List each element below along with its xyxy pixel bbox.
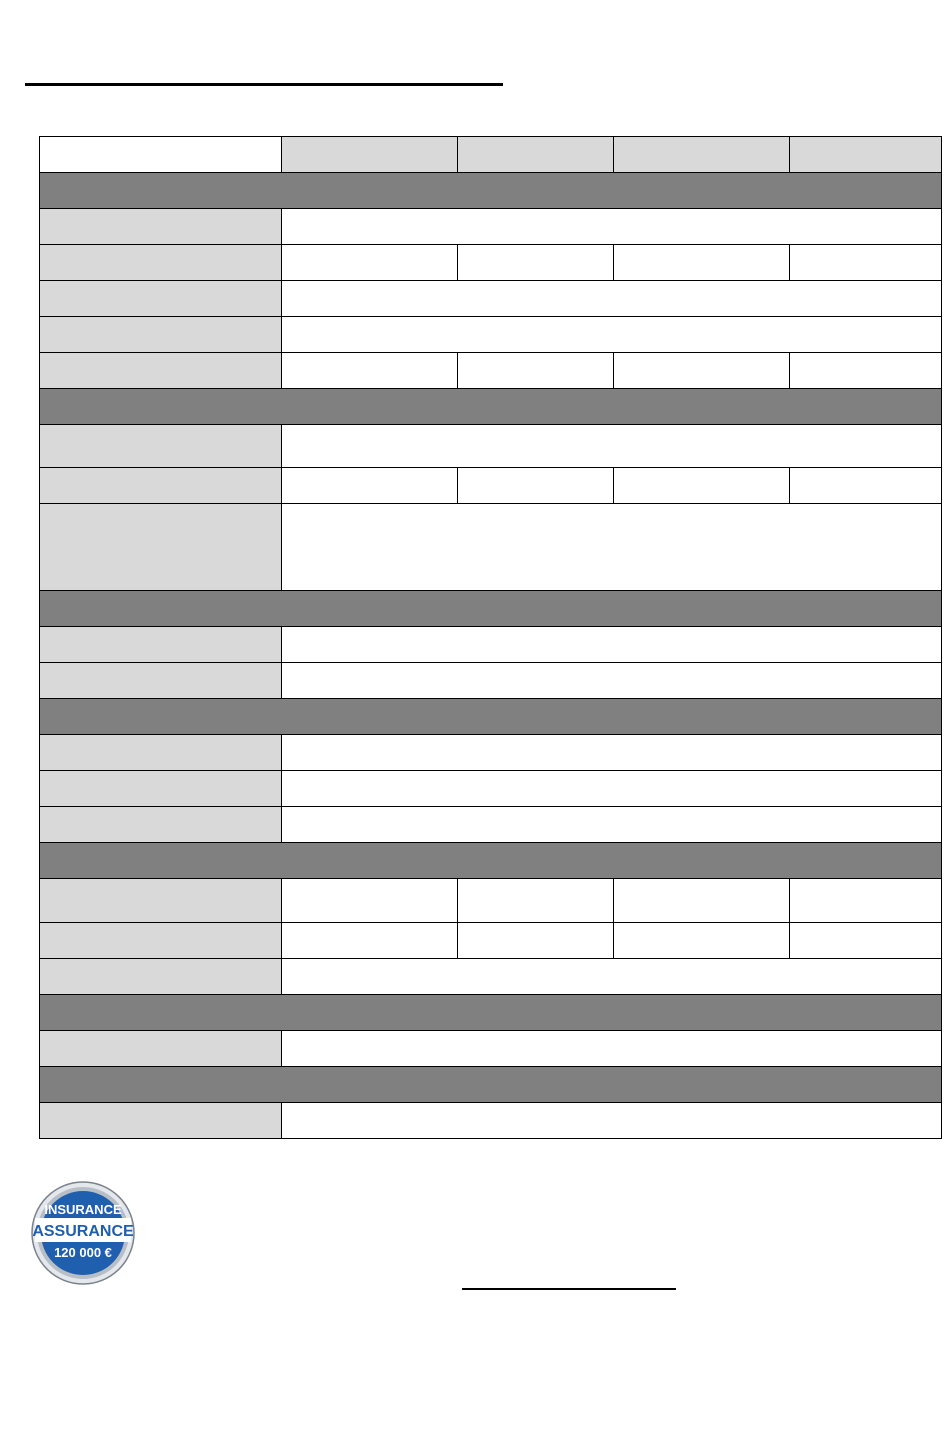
section-header: [40, 173, 942, 209]
table-row: [40, 468, 942, 504]
column-header-4: [790, 137, 942, 173]
value-cell: [458, 923, 614, 959]
value-cell: [282, 468, 458, 504]
value-cell: [282, 959, 942, 995]
section-header: [40, 699, 942, 735]
column-header-3: [614, 137, 790, 173]
section-header: [40, 1067, 942, 1103]
value-cell: [458, 353, 614, 389]
table-row: [40, 959, 942, 995]
header-corner-cell: [40, 137, 282, 173]
row-label: [40, 663, 282, 699]
value-cell: [282, 879, 458, 923]
row-label: [40, 317, 282, 353]
svg-text:120 000 €: 120 000 €: [54, 1245, 112, 1260]
table-row: [40, 923, 942, 959]
value-cell: [282, 504, 942, 591]
section-row: [40, 995, 942, 1031]
table-row: [40, 504, 942, 591]
header-row: [40, 137, 942, 173]
row-label: [40, 425, 282, 468]
value-cell: [282, 317, 942, 353]
row-label: [40, 209, 282, 245]
table-row: [40, 353, 942, 389]
table-row: [40, 879, 942, 923]
value-cell: [614, 468, 790, 504]
value-cell: [614, 879, 790, 923]
value-cell: [458, 245, 614, 281]
value-cell: [790, 468, 942, 504]
section-row: [40, 389, 942, 425]
value-cell: [458, 468, 614, 504]
table-row: [40, 209, 942, 245]
row-label: [40, 771, 282, 807]
value-cell: [282, 1031, 942, 1067]
value-cell: [282, 663, 942, 699]
value-cell: [282, 209, 942, 245]
table-row: [40, 317, 942, 353]
insurance-seal-logo: [31, 1181, 135, 1285]
row-label: [40, 735, 282, 771]
value-cell: [282, 281, 942, 317]
table-row: [40, 1103, 942, 1139]
spec-table: [39, 136, 942, 1139]
row-label: [40, 468, 282, 504]
column-header-2: [458, 137, 614, 173]
value-cell: [282, 771, 942, 807]
section-row: [40, 699, 942, 735]
section-row: [40, 591, 942, 627]
value-cell: [458, 879, 614, 923]
row-label: [40, 807, 282, 843]
signature-line: [462, 1288, 676, 1290]
row-label: [40, 959, 282, 995]
row-label: [40, 504, 282, 591]
value-cell: [282, 245, 458, 281]
table-row: [40, 627, 942, 663]
svg-text:INSURANCE: INSURANCE: [44, 1202, 122, 1217]
row-label: [40, 923, 282, 959]
table-row: [40, 1031, 942, 1067]
table-row: [40, 735, 942, 771]
row-label: [40, 281, 282, 317]
value-cell: [282, 807, 942, 843]
table-row: [40, 807, 942, 843]
value-cell: [790, 245, 942, 281]
table-row: [40, 771, 942, 807]
svg-text:ASSURANCE: ASSURANCE: [32, 1223, 134, 1240]
value-cell: [282, 353, 458, 389]
value-cell: [614, 353, 790, 389]
section-header: [40, 843, 942, 879]
row-label: [40, 353, 282, 389]
table-row: [40, 245, 942, 281]
row-label: [40, 1103, 282, 1139]
row-label: [40, 879, 282, 923]
value-cell: [282, 425, 942, 468]
value-cell: [790, 353, 942, 389]
section-row: [40, 173, 942, 209]
row-label: [40, 1031, 282, 1067]
value-cell: [282, 1103, 942, 1139]
table-row: [40, 425, 942, 468]
table-row: [40, 663, 942, 699]
section-header: [40, 389, 942, 425]
column-header-1: [282, 137, 458, 173]
value-cell: [790, 879, 942, 923]
section-header: [40, 591, 942, 627]
value-cell: [282, 735, 942, 771]
value-cell: [282, 923, 458, 959]
row-label: [40, 245, 282, 281]
value-cell: [614, 923, 790, 959]
section-row: [40, 1067, 942, 1103]
row-label: [40, 627, 282, 663]
section-header: [40, 995, 942, 1031]
value-cell: [282, 627, 942, 663]
section-row: [40, 843, 942, 879]
value-cell: [790, 923, 942, 959]
title-underline: [25, 83, 503, 86]
value-cell: [614, 245, 790, 281]
table-row: [40, 281, 942, 317]
